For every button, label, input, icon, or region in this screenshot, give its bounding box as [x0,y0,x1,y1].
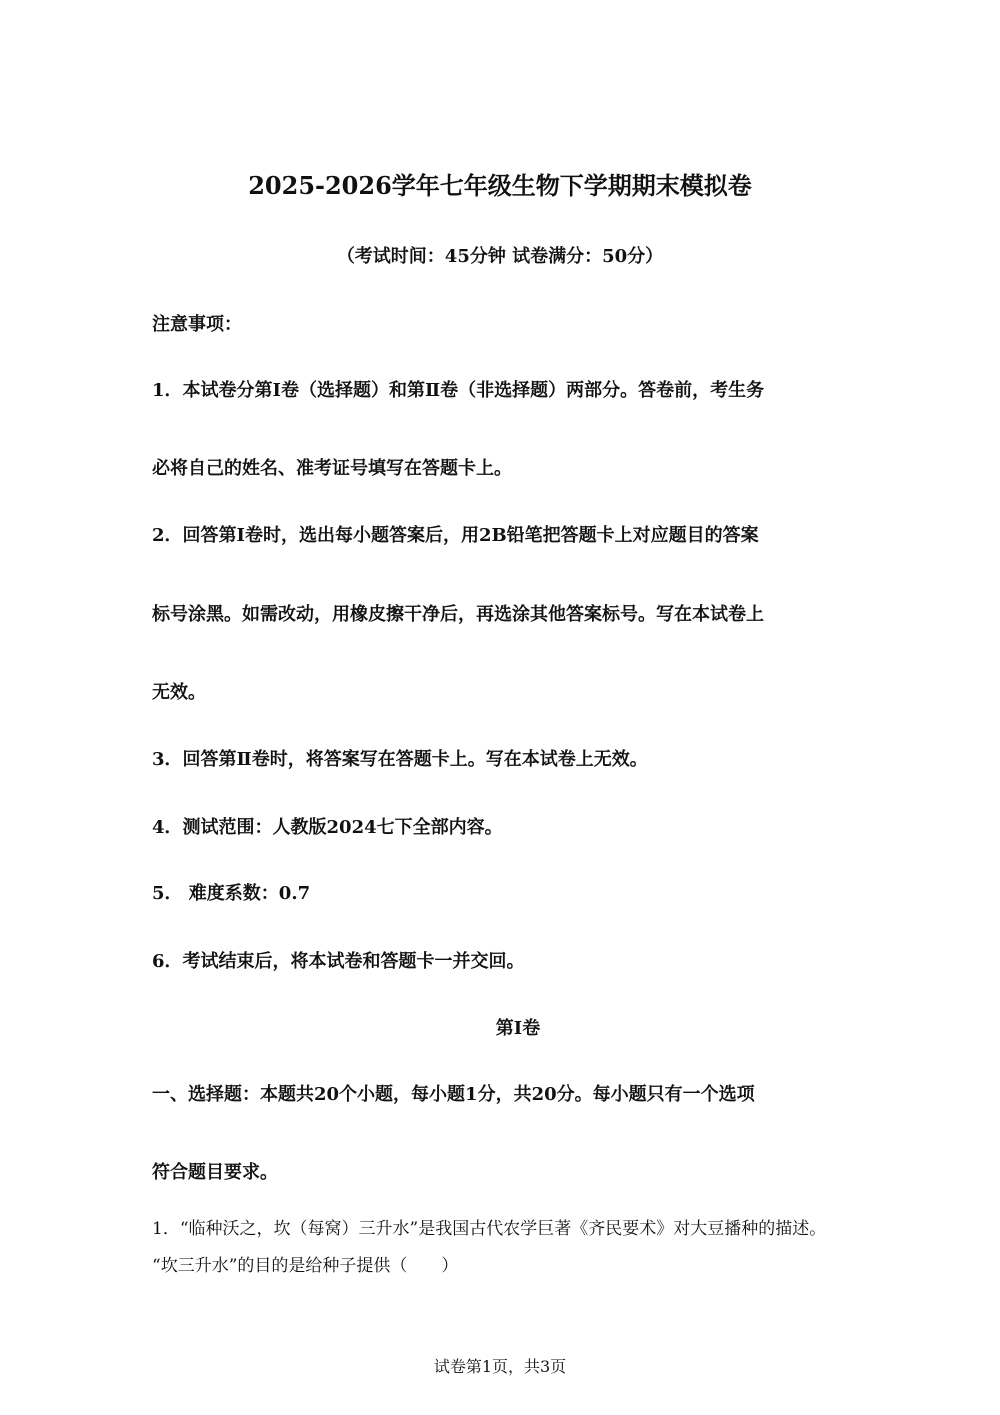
section-instruction-1: 一、选择题：本题共20个小题，每小题1分，共20分。每小题只有一个选项 [152,1084,755,1105]
question-1-line-2: “坎三升水”的目的是给种子提供（ ） [152,1256,459,1276]
notice-line-4: 标号涂黑。如需改动，用橡皮擦干净后，再选涂其他答案标号。写在本试卷上 [152,604,764,625]
notice-line-7: 4．测试范围：人教版2024七下全部内容。 [152,817,503,838]
notice-line-1: 1．本试卷分第Ⅰ卷（选择题）和第Ⅱ卷（非选择题）两部分。答卷前，考生务 [152,380,765,401]
volume-heading: 第Ⅰ卷 [495,1018,541,1039]
notice-line-2: 必将自己的姓名、准考证号填写在答题卡上。 [152,458,512,479]
question-1-line-1: 1．“临种沃之，坎（每窝）三升水”是我国古代农学巨著《齐民要术》对大豆播种的描述。 [152,1219,827,1239]
notice-line-8: 5． 难度系数：0.7 [152,883,311,904]
notice-line-5: 无效。 [152,682,206,703]
page-footer: 试卷第1页，共3页 [433,1357,567,1376]
notice-line-6: 3．回答第Ⅱ卷时，将答案写在答题卡上。写在本试卷上无效。 [152,749,648,770]
notice-line-3: 2．回答第Ⅰ卷时，选出每小题答案后，用2B铅笔把答题卡上对应题目的答案 [152,525,759,546]
exam-title: 2025-2026学年七年级生物下学期期末模拟卷 [248,171,752,200]
notice-line-9: 6．考试结束后，将本试卷和答题卡一并交回。 [152,951,525,972]
section-instruction-2: 符合题目要求。 [152,1162,278,1183]
notice-heading: 注意事项： [152,314,242,335]
exam-duration-score: （考试时间：45分钟 试卷满分：50分） [336,246,664,267]
